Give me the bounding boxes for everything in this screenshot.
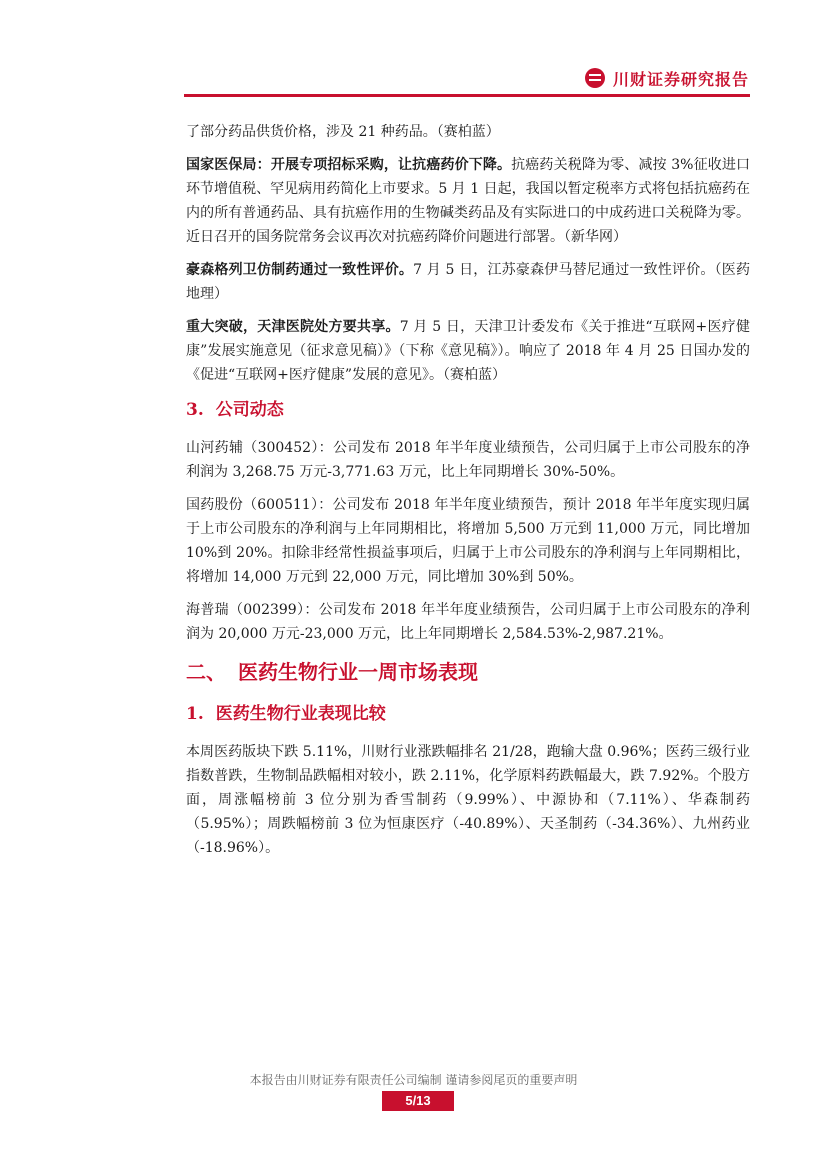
news-title: 重大突破，天津医院处方要共享。 xyxy=(186,319,400,335)
page-number: 5/13 xyxy=(382,1091,454,1111)
report-header xyxy=(585,66,749,90)
news-title: 豪森格列卫仿制药通过一致性评价。 xyxy=(186,262,414,278)
brand-name: 川财证券研究报告 xyxy=(612,69,749,89)
news-body: 抗癌药关税降为零、减按 3%征收进口环节增值税、罕见病用药简化上市要求。5 月 1 日起，我国以暂定税率方式将包括抗癌药在内的所有普通药品、具有抗癌作用的生物碱类药品及有实际进口的中成药进口关税降为零。近日召开的国务院常务会议再次对抗癌药降价问题进行部署。（新华网） xyxy=(186,157,751,245)
company-item: 国药股份（600511）：公司发布 2018 年半年度业绩预告，预计 2018 年半年度实现归属于上市公司股东的净利润与上年同期相比，将增加 5,500 万元到 11,000 万元，同比增加 10%到 20%。扣除非经常性损益事项后，归属于上市公司股东的净利润与上年同期相比，将增加 14,000 万元到 22,000 万元，同比增加 30%到 50%。 xyxy=(186,497,750,585)
news-body: 7 月 5 日，天津卫计委发布《关于推进“互联网+医疗健康”发展实施意见（征求意见稿）》（下称《意见稿》）。响应了 2018 年 4 月 25 日国办发的《促进“互联网+医疗健康”发展的意见》。（赛柏蓝） xyxy=(186,319,750,383)
section-heading-performance xyxy=(186,700,750,728)
chapter-title: 医药生物行业一周市场表现 xyxy=(238,660,478,684)
news-item xyxy=(186,258,750,306)
section-heading-company-news xyxy=(186,396,750,424)
section-title: 公司动态 xyxy=(215,400,284,420)
news-item xyxy=(186,315,750,387)
footer-disclaimer: 本报告由川财证券有限责任公司编制 谨请参阅尾页的重要声明 xyxy=(249,1073,578,1087)
header-rule xyxy=(184,94,750,97)
section-number: 1. xyxy=(186,704,204,724)
section-number: 3. xyxy=(186,400,204,420)
section-title: 医药生物行业表现比较 xyxy=(215,704,386,724)
news-item xyxy=(186,120,750,144)
performance-body: 本周医药版块下跌 5.11%，川财行业涨跌幅排名 21/28，跑输大盘 0.96%；医药三级行业指数普跌，生物制品跌幅相对较小，跌 2.11%，化学原料药跌幅最大，跌 7.92%。个股方面，周涨幅榜前 3 位分别为香雪制药（9.99%）、中源协和（7.11%）、华森制药（5.95%）；周跌幅榜前 3 位为恒康医疗（-40.89%）、天圣制药（-34.36%）、九州药业（-18.96%）。 xyxy=(186,744,750,856)
chapter-heading-market xyxy=(186,656,750,688)
company-item: 山河药辅（300452）：公司发布 2018 年半年度业绩预告，公司归属于上市公司股东的净利润为 3,268.75 万元-3,771.63 万元，比上年同期增长 30%-50%。 xyxy=(186,440,750,480)
news-body: 了部分药品供货价格，涉及 21 种药品。（赛柏蓝） xyxy=(186,124,500,140)
news-title: 国家医保局：开展专项招标采购，让抗癌药价下降。 xyxy=(186,157,512,173)
news-item xyxy=(186,153,750,249)
news-body: 7 月 5 日，江苏豪森伊马替尼通过一致性评价。（医药地理） xyxy=(186,262,751,302)
chuancai-logo-icon xyxy=(585,68,605,88)
page-content xyxy=(186,120,750,869)
chapter-number: 二、 xyxy=(186,660,226,684)
company-item: 海普瑞（002399）：公司发布 2018 年半年度业绩预告，公司归属于上市公司股东的净利润为 20,000 万元-23,000 万元，比上年同期增长 2,584.53%-2,987.21%。 xyxy=(186,602,750,642)
